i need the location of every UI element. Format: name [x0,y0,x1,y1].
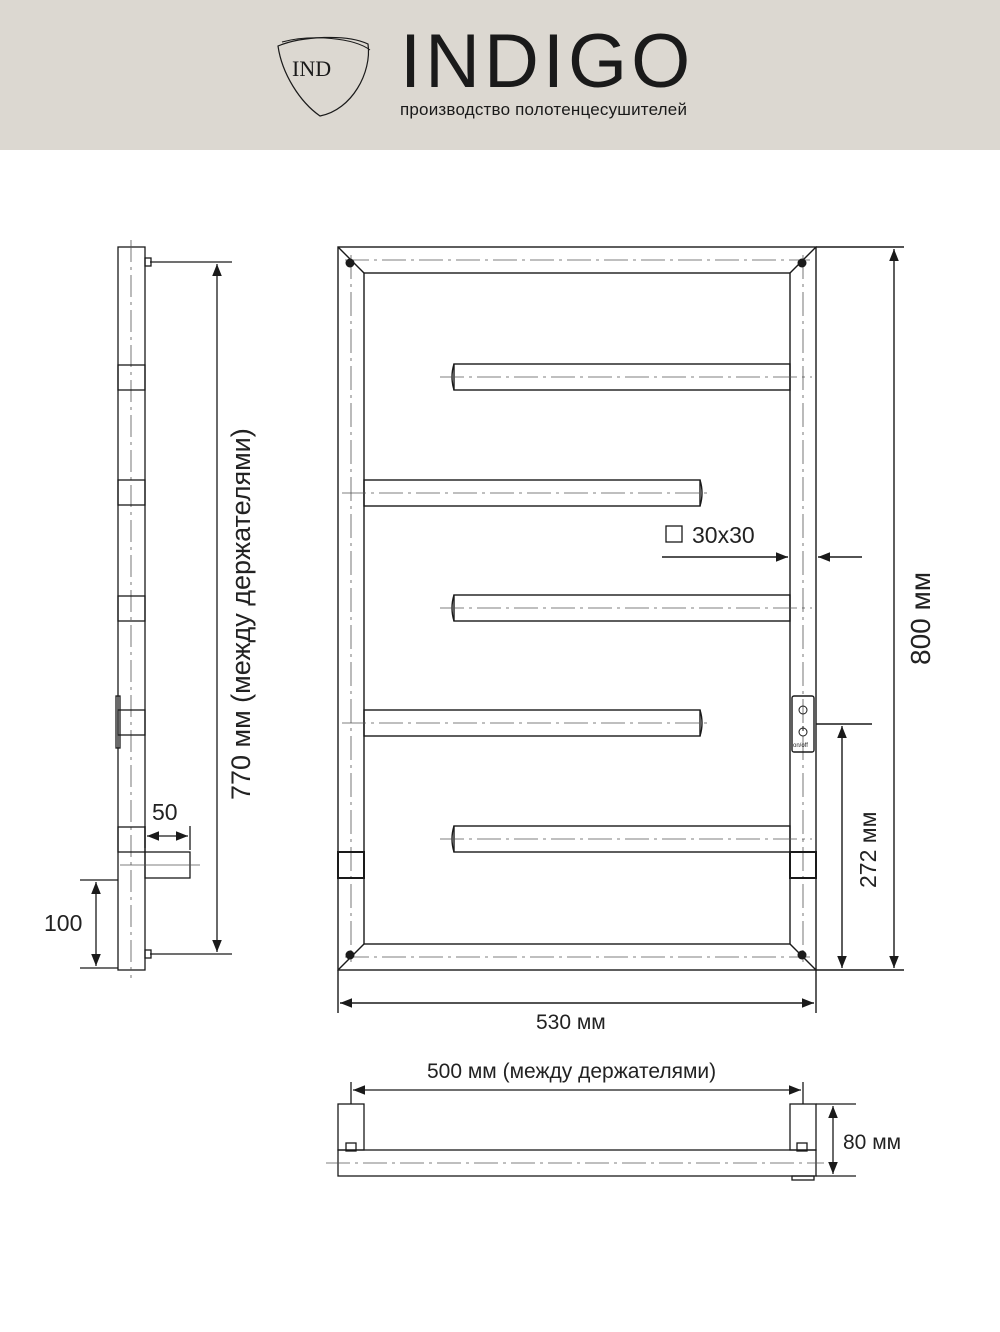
brand-tagline: производство полотенцесушителей [400,100,688,119]
dim-272-label: 272 мм [855,811,881,888]
dim-80-label: 80 мм [843,1131,902,1154]
front-view [338,247,904,1013]
control-panel-label: on/off [793,743,808,749]
side-view [80,240,232,978]
logo-mark: IND [292,56,332,81]
dim-800-label: 800 мм [905,572,936,665]
dim-770-label: 770 мм (между держателями) [226,428,256,800]
dim-50-label: 50 [152,799,178,825]
brand-logo-icon [272,32,372,120]
dim-100-label: 100 [44,910,83,936]
top-view [326,1082,856,1180]
dim-500-label: 500 мм (между держателями) [427,1060,717,1083]
brand-name: INDIGO [400,19,695,104]
dim-530-label: 530 мм [536,1011,606,1034]
header-banner [0,0,1000,150]
technical-drawing [0,150,1000,1332]
dim-profile-label: 30x30 [692,522,755,548]
